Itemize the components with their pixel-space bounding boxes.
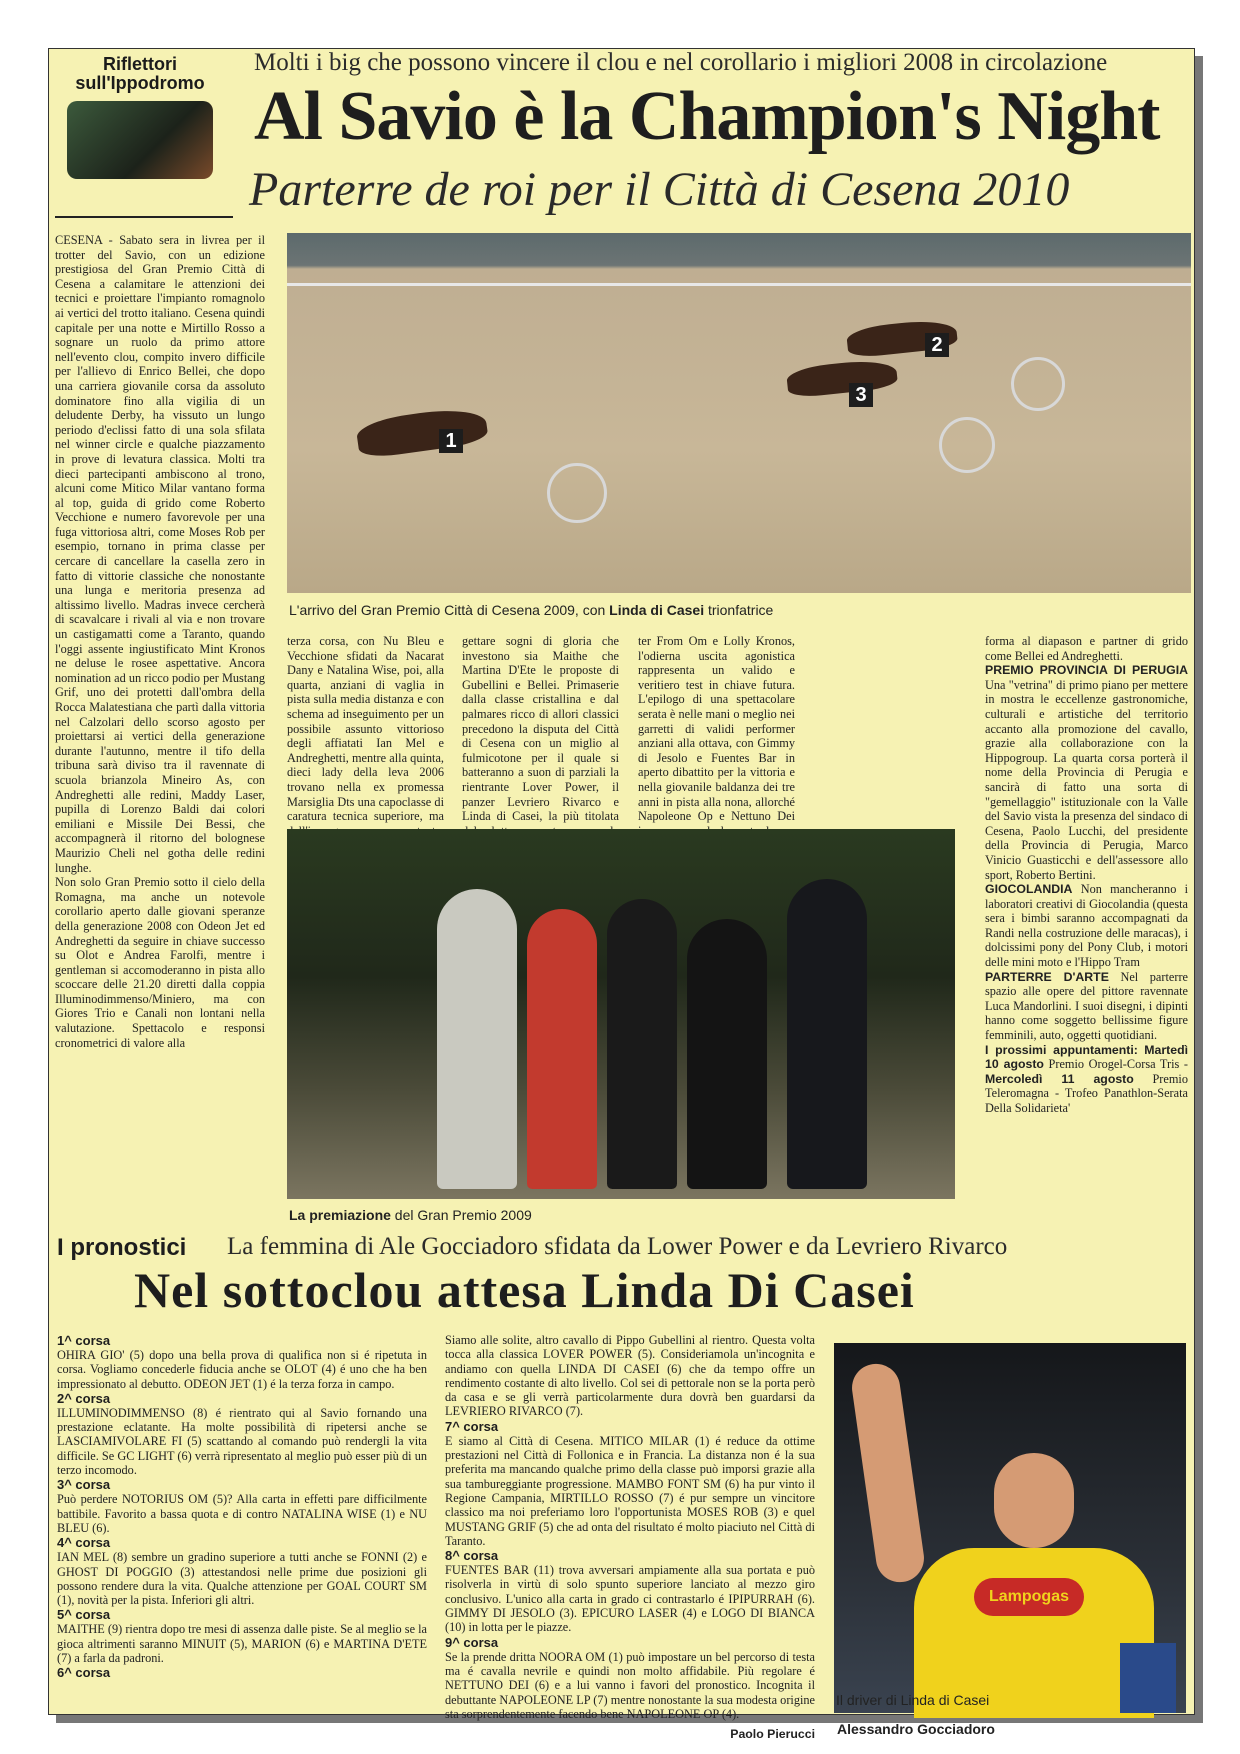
award-photo-caption: La premiazione del Gran Premio 2009 bbox=[289, 1207, 532, 1223]
person-figure bbox=[687, 919, 767, 1189]
article-column-2: terza corsa, con Nu Bleu e Vecchione sfidati da Nacarat Dany e Natalina Wise, poi, alla quarta, anziani di vaglia in pista sulla media distanza e con schema ad inseguimento per un possibile assunto vittorioso degli affiatati Ian Mel e Andreghetti, mentre alla quinta, dieci lady della leva 2006 trovano nella ex promessa Marsiglia Dts una capoclasse di caratura tecnica superiore, ma bbox=[287, 634, 444, 824]
pronostici-column-2 bbox=[445, 1333, 815, 1741]
article-paragraph: forma al diapason e partner di grido come Bellei ed Andreghetti. bbox=[985, 634, 1188, 663]
pronostici-column-1 bbox=[57, 1333, 427, 1680]
award-ceremony-photo bbox=[287, 829, 955, 1199]
article-subheadline: Parterre de roi per il Città di Cesena 2010 bbox=[249, 163, 1070, 216]
article-column-3: gettare sogni di gloria che investono sia Maithe che Martina D'Ete le proposte di Gubellini e Bellei. Primaserie dalla classe cristallina e dal palmares ricco di allori classici precedono la disputa del Città di Cesena con un miglio al fulmicotone per il quale si batteranno a suon di parziali la rientrante Lover Power, il panzer Levriero Rivarco e Linda di Casei, la più titolata bbox=[462, 634, 619, 824]
section-title-parterre: PARTERRE D'ARTE bbox=[985, 969, 1109, 984]
race-title: 5^ corsa bbox=[57, 1607, 111, 1623]
article-headline: Al Savio è la Champion's Night bbox=[254, 78, 1160, 155]
horse-3-figure bbox=[786, 357, 899, 398]
rubric-photo bbox=[67, 101, 213, 179]
driver-role-caption: Il driver di Linda di Casei bbox=[836, 1692, 990, 1708]
rubric-title bbox=[55, 55, 225, 93]
race-text: IAN MEL (8) sembre un gradino superiore a tutti anche se FONNI (2) e GHOST DI POGGIO (3) attestandosi nelle prime due posizioni gli possono rendere dura la vita. Qualche attenzione per GOAL COURT SM (1), novità per la pista. Inferiori gli altri. bbox=[57, 1550, 427, 1608]
article-column-5: forma al diapason e partner di grido come Bellei ed Andreghetti. PREMIO PROVINCIA DI PERUGIA Una "vetrina" di primo piano per mettere in mostra le eccellenze gastronomiche, culturali e artistiche del territorio accanto alla promozione del cavallo, grazie alla collaborazione con la Hippogroup. La quarta corsa porterà il nome della Provincia di Perugia e sancirà di fatto una sorta di "gemellaggio" istituzionale con la Valle del Savio vista la presenza del sindaco di Cesena, Paolo Lucchi, del presidente della Provincia di Perugia, Marco Vinicio Guasticchi e dell'assessore allo sport, Roberto Bertini. GIOCOLANDIA Non mancheranno i laboratori creativi di Giocolandia (questa sera i bimbi saranno accompagnati da Randi nella costruzione delle maracas), i dolcissimi pony del Pony Club, i motori delle mini moto e l'Hippo Tram PARTERRE D'ARTE Nel parterre spazio alle opere del pittore ravennate Luca Mandorlini. I suoi disegni, i dipinti hanno come soggetto bellissime figure femminili, auto, oggetti quotidiani. I prossimi appuntamenti: Martedì 10 agosto Premio Orogel-Corsa Tris - Mercoledì 11 agosto Premio Teleromagna - Trofeo Panathlon-Serata Della Solidarieta' bbox=[985, 634, 1189, 1115]
article-kicker: Molti i big che possono vincere il clou e nel corollario i migliori 2008 in circolazione bbox=[254, 49, 1108, 76]
race-title: 1^ corsa bbox=[57, 1333, 111, 1348]
pronostici-label: I pronostici bbox=[57, 1234, 187, 1261]
sulky-wheel bbox=[1011, 357, 1065, 411]
author-byline: Paolo Pierucci bbox=[730, 1727, 815, 1742]
race-finish-photo bbox=[287, 233, 1191, 593]
rubric-line-2: sull'Ippodromo bbox=[75, 73, 205, 93]
race-text: FUENTES BAR (11) trova avversari ampiamente alla sua portata e può risolverla in virtù di solo spunto superiore lanciato al mezzo giro conclusivo. L'unico alla carta in grado ci contrastarlo é IPIPURRAH (6). GIMMY DI JESOLO (3). EPICURO LASER (4) e LOGO DI BIANCA (10) in lotta per le piazze. bbox=[445, 1563, 815, 1635]
race-text: ILLUMINODIMMENSO (8) é rientrato qui al Savio fornando una prestazione eclatante. Ha molte possibilità di ripetersi anche se LASCIAMIVOLARE FI (5) scattando al comando può rendergli la vita difficile. Se GC LIGHT (6) verrà ripresentato al meglio può esser più di un terzo incomodo. bbox=[57, 1405, 427, 1478]
background-sign bbox=[1120, 1643, 1176, 1713]
race-text: Se la prende dritta NOORA OM (1) può impostare un bel percorso di testa ma é cavalla nevrile e quindi non molto affidabile. Più regolare é NETTUNO DEI (6) e a lui vanno i favori del pronostico. Incognita il debuttante NAPOLEONE LP (7) mentre nonostante la sua modesta origine sta sorprendentemente facendo bene NAPOLEONE OP (4). bbox=[445, 1649, 815, 1721]
article-paragraph: Non solo Gran Premio sotto il cielo della Romagna, ma anche un notevole corollario aperto dalle giovani speranze della generazione 2008 con Odeon Jet ed Andreghetti da seguire in chiave successo su Olot e Andrea Farolfi, mentre i gentleman si accomoderanno in pista allo scoccare delle 21.20 diretti dalla coppia Illuminodimmenso/Miniero, ma con Giores Trio e Canali non lontani nella valutazione. Spettacolo e responsi cronometrici di valore alla bbox=[55, 875, 265, 1050]
horse-number-3: 3 bbox=[849, 383, 873, 407]
race-photo-caption: L'arrivo del Gran Premio Città di Cesena 2009, con Linda di Casei trionfatrice bbox=[289, 602, 774, 618]
person-figure bbox=[787, 879, 867, 1189]
section-title-giocolandia: GIOCOLANDIA bbox=[985, 882, 1073, 897]
race-title: 6^ corsa bbox=[57, 1665, 111, 1681]
article-column-4: ter From Om e Lolly Kronos, l'odierna uscita agonistica rappresenta un valido e veritiero test in chiave futura. L'epilogo di una spettacolare serata è nelle mani o meglio nei garretti di validi performer anziani alla ottava, con Gimmy di Jesolo e Fuentes Bar in aperto dibattito per la vittoria e nella giovanile baldanza dei tre anni in pista alla nona, allorché Napoleone Op e Nettuno Dei bbox=[638, 634, 795, 824]
horse-number-2: 2 bbox=[925, 333, 949, 357]
rubric-divider bbox=[55, 216, 233, 218]
race-title: 8^ corsa bbox=[445, 1548, 499, 1564]
race-title: 4^ corsa bbox=[57, 1535, 111, 1551]
pronostici-kicker: La femmina di Ale Gocciadoro sfidata da Lower Power e da Levriero Rivarco bbox=[227, 1233, 1008, 1260]
article-paragraph: CESENA - Sabato sera in livrea per il trotter del Savio, con un edizione prestigiosa del Gran Premio Città di Cesena a calamitare le attenzioni dei tecnici e proiettare l'impianto romagnolo ai vertici del trotto italiano. Cesena quindi capitale per una notte e Mirtillo Rosso a sognare un ruolo da primo attore nell'evento clou, compito invero difficile per l'allievo di Enrico Bellei, che dopo una carriera giovanile corsa da assoluto dominatore fino alla vigilia di un deludente Derby, ha vissuto un lungo periodo d'eclissi fatto di una sola sfilata nel winner circle e qualche piazzamento in prove di levatura classica. Molti tra dieci partecipanti ambiscono al trono, alcuni come Mitico Milar vantano forma al top, guida di grido come Roberto Vecchione e numero favorevole per una fuga vittoriosa altri, come Moses Rob per esempio, tornano in prima classe per cercare di cancellare la casella zero in fatto di vittorie classiche che nonostante una lunga e meritoria presenza ad altissimo livello. Madras invece cercherà di scavalcare i rivali al via e non trovare un castigamatti come a Taranto, quando l'oggi assente ingiustificato Mint Kronos ne deluse le rosee aspettative. Ancora nomination ad un ricco podio per Mustang Grif, uno dei protetti dall'ombra della Rocca Malatestiana che partì dalla vittoria nel Calzolari dello scorso agosto per proiettarsi ai vertici della generazione durante l'autunno, mentre il tifo della tribuna sarà diviso tra il ravennate di scuola brianzola Mineiro As, con Andreghetti alle redini, Maddy Laser, pupilla di Lorenzo Baldi dai colori emiliani e Missile Dei Bessi, che accompagnerà il ritorno del bolognese Maurizio Cheli nel gotha delle redini lunghe. bbox=[55, 233, 265, 875]
race-title: 2^ corsa bbox=[57, 1390, 111, 1406]
person-figure bbox=[527, 909, 597, 1189]
race-title: 3^ corsa bbox=[57, 1477, 111, 1493]
sulky-wheel bbox=[939, 417, 995, 473]
pronostici-headline: Nel sottoclou attesa Linda Di Casei bbox=[134, 1262, 915, 1318]
driver-name-caption: Alessandro Gocciadoro bbox=[837, 1721, 995, 1737]
race-text: Siamo alle solite, altro cavallo di Pippo Gubellini al rientro. Questa volta tocca alla classica LOVER POWER (5). Consideriamola un'incognita e andiamo con quella LINDA DI CASEI (6) che da tempo offre un rendimento costante di alto livello. Col sei di pettorale non se la porta però da casa e se gli verrà particolarmente dura dovrà ben guardarsi da LEVRIERO RIVARCO (7). bbox=[445, 1333, 815, 1419]
driver-photo bbox=[834, 1343, 1186, 1713]
horse-number-1: 1 bbox=[439, 429, 463, 453]
race-text: Può perdere NOTORIUS OM (5)? Alla carta in effetti pare difficilmente battibile. Favorito a bassa quota e di contro NATALINA WISE (1) e NU BLEU (6). bbox=[57, 1492, 427, 1535]
race-text: OHIRA GIO' (5) dopo una bella prova di qualifica non si é ripetuta in corsa. Vogliamo concederle fiducia anche se OLOT (4) é uno che ha ben impressionato al debutto. ODEON JET (1) é la terza forza in campo. bbox=[57, 1348, 427, 1391]
caption-highlight: Linda di Casei bbox=[609, 602, 705, 618]
jersey-sponsor-logo: Lampogas bbox=[974, 1578, 1084, 1616]
race-text: E siamo al Città di Cesena. MITICO MILAR (1) é reduce da ottime prestazioni nel Città di Follonica e in Francia. La distanza non é la sua preferita ma mancando qualche primo della classe può imporsi grazie alla sua tambureggiante progressione. MAMBO FONT SM (6) ha pur vinto il Regione Campania, MIRTILLO ROSSO (7) é pur sempre un vincitore classico ma noi preferiamo loro l'opportunista MOSES ROB (3) e quel MUSTANG GRIF (5) che ad onta del risultato é molto piaciuto nel Città di Taranto. bbox=[445, 1433, 815, 1548]
raised-arm bbox=[849, 1361, 927, 1586]
driver-head bbox=[994, 1453, 1074, 1548]
person-figure bbox=[607, 899, 677, 1189]
race-title: 7^ corsa bbox=[445, 1418, 499, 1434]
section-title-appointments: I prossimi appuntamenti: bbox=[985, 1042, 1138, 1057]
article-column-1 bbox=[55, 233, 265, 1050]
race-title: 9^ corsa bbox=[445, 1634, 499, 1650]
horse-1-figure bbox=[355, 404, 489, 460]
person-figure bbox=[437, 889, 517, 1189]
race-text: MAITHE (9) rientra dopo tre mesi di assenza dalle piste. Se al meglio se la gioca altrimenti saranno MINUIT (5), MARION (6) e MARTINA D'ETE (7) a farla da padroni. bbox=[57, 1622, 427, 1666]
sulky-wheel bbox=[547, 463, 607, 523]
newspaper-page bbox=[48, 48, 1195, 1742]
rubric-line-1: Riflettori bbox=[103, 54, 177, 74]
section-title-perugia: PREMIO PROVINCIA DI PERUGIA bbox=[985, 663, 1188, 678]
